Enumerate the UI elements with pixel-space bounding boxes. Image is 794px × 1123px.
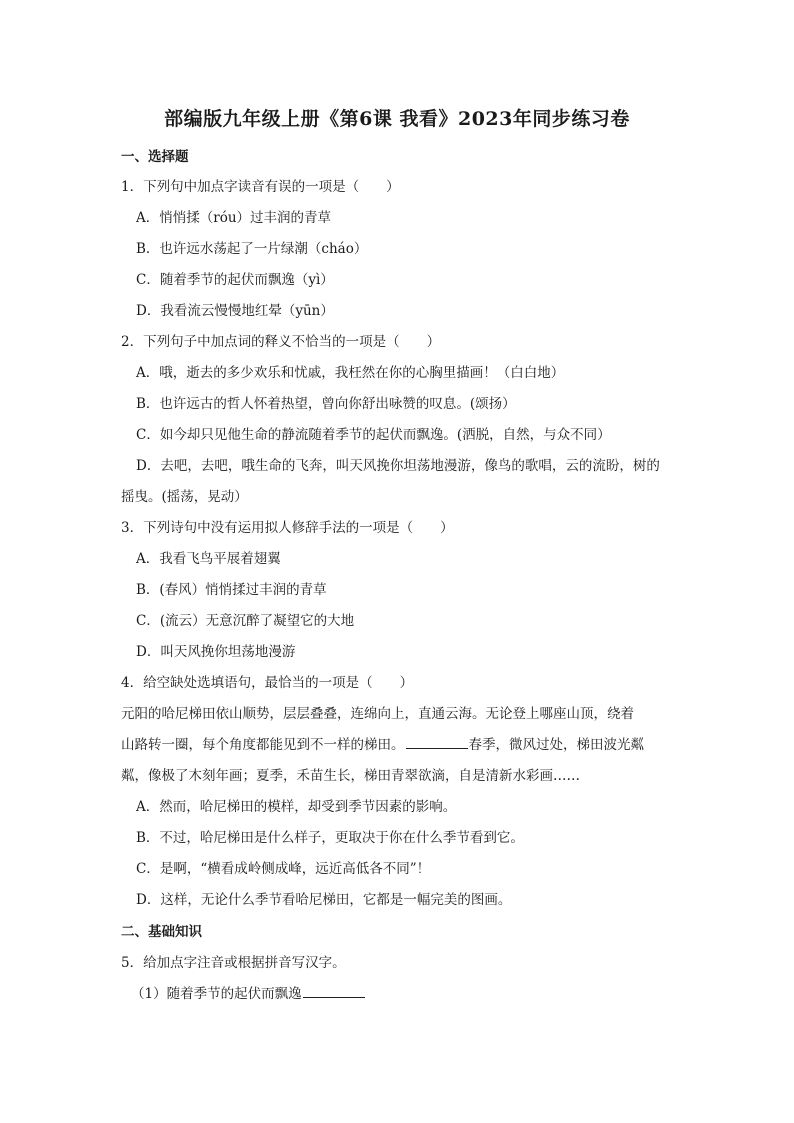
question-1-option-d: D．我看流云慢慢地红晕（yūn） [136,303,334,319]
question-2-option-d-line2: 摇曳。(摇荡，晃动） [121,489,248,505]
question-5-stem: 5．给加点字注音或根据拼音写汉字。 [121,955,346,971]
question-3-stem: 3．下列诗句中没有运用拟人修辞手法的一项是（ ） [121,520,454,536]
passage-text: 春季，微风过处，梯田波光粼 [468,737,644,753]
question-3-option-c: C．(流云）无意沉醉了凝望它的大地 [136,613,355,629]
question-5-item-1 [131,985,366,1003]
question-3-option-b: B．(春风）悄悄揉过丰润的青草 [136,582,327,598]
question-3-option-a: A．我看飞鸟平展着翅翼 [136,551,281,567]
item-text: （1）随着季节的起伏而飘逸 [131,986,302,1002]
question-4-option-a: A．然而，哈尼梯田的模样，却受到季节因素的影响。 [136,799,457,815]
question-2-stem: 2．下列句子中加点词的释义不恰当的一项是（ ） [121,334,441,350]
question-1-option-c: C．随着季节的起伏而飘逸（yì） [136,272,334,288]
page-title: 部编版九年级上册《第6课 我看》2023年同步练习卷 [164,108,630,130]
question-4-option-b: B．不过，哈尼梯田是什么样子，更取决于你在什么季节看到它。 [136,830,524,846]
question-4-passage-line1: 元阳的哈尼梯田依山顺势，层层叠叠，连绵向上，直通云海。无论登上哪座山顶，绕着 [121,706,634,722]
passage-text: 山路转一圈，每个角度都能见到不一样的梯田。 [121,737,405,753]
question-4-passage-line2 [121,736,644,754]
question-4-option-c: C．是啊，“横看成岭侧成峰，远近高低各不同”！ [136,861,431,877]
question-4-passage-line3: 粼，像极了木刻年画；夏季，禾苗生长，梯田青翠欲滴，自是清新水彩画…… [121,768,580,784]
section-heading-basics: 二、基础知识 [121,924,202,940]
question-2-option-b: B．也许远古的哲人怀着热望，曾向你舒出咏赞的叹息。(颂扬） [136,396,516,412]
question-4-option-d: D．这样，无论什么季节看哈尼梯田，它都是一幅完美的图画。 [136,892,512,908]
question-1-stem: 1．下列句中加点字读音有误的一项是（ ） [121,179,400,195]
question-2-option-d-line1: D．去吧，去吧，哦生命的飞奔，叫天风挽你坦荡地漫游，像鸟的歌唱，云的流盼，树的 [136,458,660,474]
question-4-stem: 4．给空缺处选填语句，最恰当的一项是（ ） [121,675,414,691]
question-2-option-c: C．如今却只见他生命的静流随着季节的起伏而飘逸。(洒脱，自然，与众不同） [136,427,611,443]
answer-blank[interactable] [303,985,365,998]
section-heading-choice: 一、选择题 [121,149,189,165]
question-3-option-d: D．叫天风挽你坦荡地漫游 [136,644,296,660]
answer-blank[interactable] [406,736,468,749]
question-1-option-a: A．悄悄揉（róu）过丰润的青草 [136,210,332,226]
question-2-option-a: A．哦，逝去的多少欢乐和忧戚，我枉然在你的心胸里描画！（白白地） [136,365,565,381]
question-1-option-b: B．也许远水荡起了一片绿潮（cháo） [136,241,368,257]
